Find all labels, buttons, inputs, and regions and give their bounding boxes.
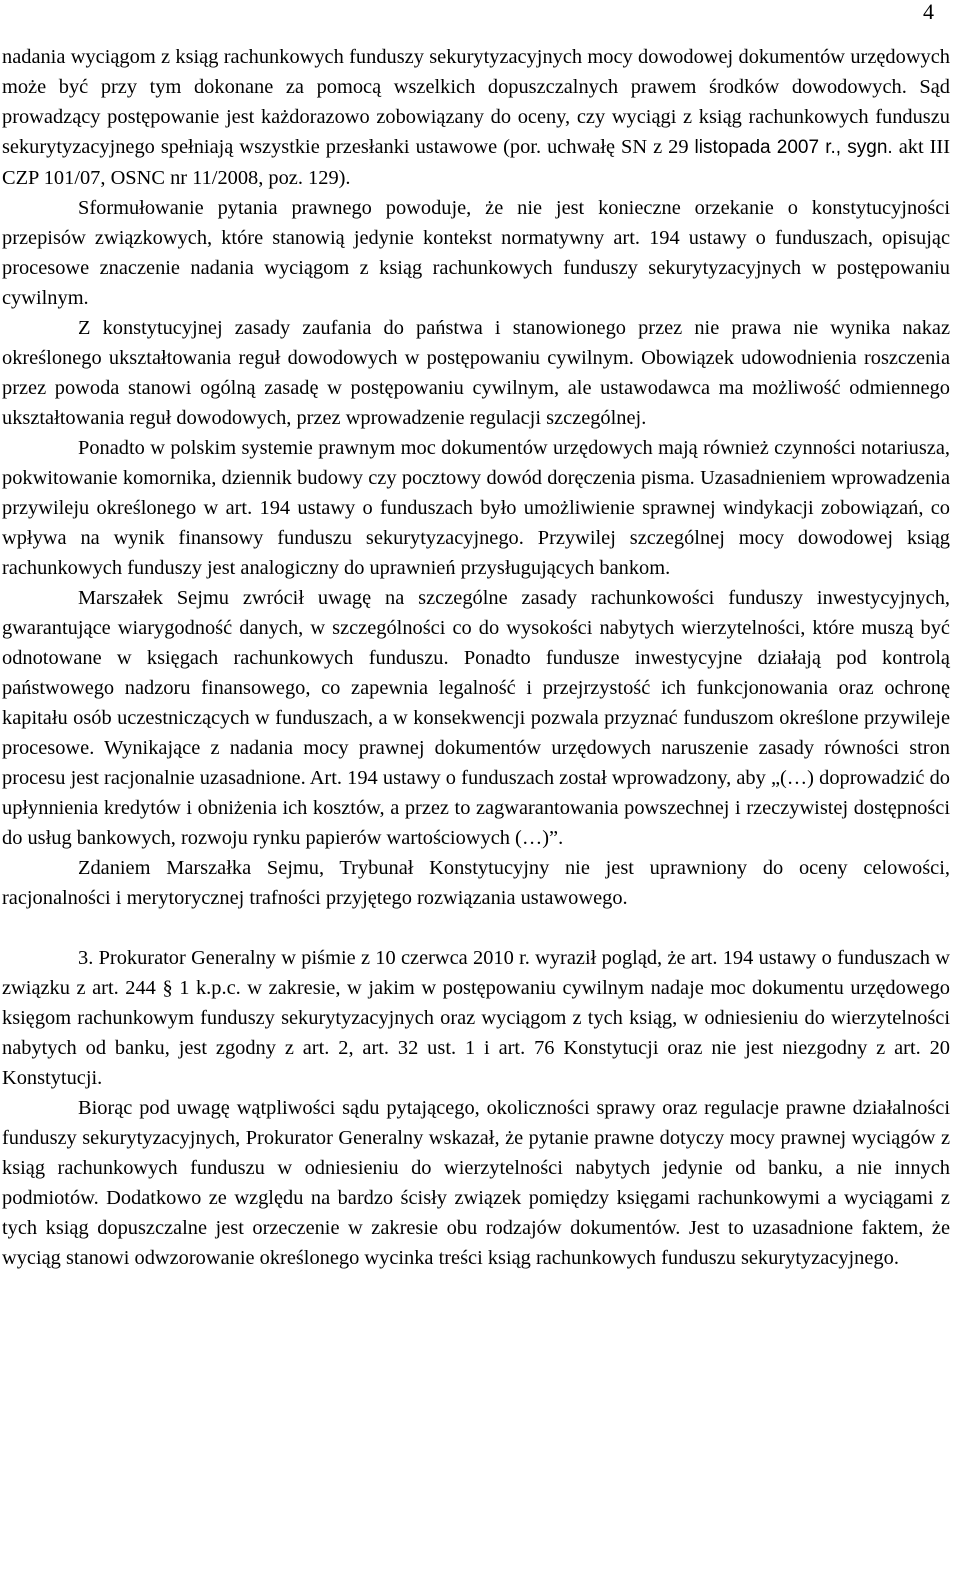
paragraph-1-text: nadania wyciągom z ksiąg rachunkowych funduszy sekurytyzacyjnych mocy dowodowej dokumentów urzędowych może być przy tym dokonane za pomocą wszelkich dopuszczalnych prawem środków dowodowych. Sąd prowadzący postępowanie jest każdorazowo zobowiązany do oceny, czy wyciągi z ksiąg rachunkowych funduszu sekurytyzacyjnego spełniają wszystkie przesłanki ustawowe (por. uchwałę SN z 29 [2,46,950,158]
paragraph-8: Biorąc pod uwagę wątpliwości sądu pytającego, okoliczności sprawy oraz regulacje prawne działalności funduszy sekurytyzacyjnych, Prokurator Generalny wskazał, że pytanie prawne dotyczy mocy prawnej wyciągów z ksiąg rachunkowych funduszu w odniesieniu do wierzytelności nabytych jedynie od banku, a nie innych podmiotów. Dodatkowo ze względu na bardzo ścisły związek pomiędzy księgami rachunkowymi a wyciągami z tych ksiąg dopuszczalne jest orzeczenie w zakresie obu rodzajów dokumentów. Jest to uzasadnione faktem, że wyciąg stanowi odwzorowanie określonego wycinka treści ksiąg rachunkowych funduszu sekurytyzacyjnego. [2,1097,950,1269]
paragraph-2: Sformułowanie pytania prawnego powoduje, że nie jest konieczne orzekanie o konstytucyjności przepisów związkowych, które stanowią jedynie kontekst normatywny art. 194 ustawy o funduszach, opisując procesowe znaczenie nadania wyciągom z ksiąg rachunkowych funduszy sekurytyzacyjnych w postępowaniu cywilnym. [2,197,950,309]
document-body [2,42,950,1273]
paragraph-3: Z konstytucyjnej zasady zaufania do państwa i stanowionego przez nie prawa nie wynika nakaz określonego ukształtowania reguł dowodowych w postępowaniu cywilnym. Obowiązek udowodnienia roszczenia przez powoda stanowi ogólną zasadę w postępowaniu cywilnym, ale ustawodawca ma możliwość odmiennego ukształtowania reguł dowodowych, przez wprowadzenie regulacji szczególnej. [2,317,950,429]
paragraph-7: 3. Prokurator Generalny w piśmie z 10 czerwca 2010 r. wyraził pogląd, że art. 194 ustawy o funduszach w związku z art. 244 § 1 k.p.c. w zakresie, w jakim w postępowaniu cywilnym nadaje moc dokumentu urzędowego księgom rachunkowym funduszy sekurytyzacyjnych oraz wyciągom z tych ksiąg, w odniesieniu do wierzytelności nabytych od banku, jest zgodny z art. 2, art. 32 ust. 1 i art. 76 Konstytucji oraz nie jest niezgodny z art. 20 Konstytucji. [2,947,950,1089]
paragraph-1-citation: akt III CZP 101/07, OSNC nr 11/2008, poz. 129). [2,136,950,189]
paragraph-6: Zdaniem Marszałka Sejmu, Trybunał Konstytucyjny nie jest uprawniony do oceny celowości, racjonalności i merytorycznej trafności przyjętego rozwiązania ustawowego. [2,857,950,909]
paragraph-4: Ponadto w polskim systemie prawnym moc dokumentów urzędowych mają również czynności notariusza, pokwitowanie komornika, dziennik budowy czy pocztowy dowód doręczenia pisma. Uzasadnieniem wprowadzenia przywileju określonego w art. 194 ustawy o funduszach było umożliwienie sprawnej windykacji zobowiązań, co wpływa na wynik finansowy funduszu sekurytyzacyjnego. Przywilej szczególnej mocy dowodowej ksiąg rachunkowych funduszy jest analogiczny do uprawnień przysługujących bankom. [2,437,950,579]
paragraph-1 [2,42,950,193]
page-number: 4 [923,0,934,24]
paragraph-5: Marszałek Sejmu zwrócił uwagę na szczególne zasady rachunkowości funduszy inwestycyjnych, gwarantujące wiarygodność danych, w szczególności co do wysokości nabytych wierzytelności, które muszą być odnotowane w księgach rachunkowych funduszu. Ponadto fundusze inwestycyjne działają pod kontrolą państwowego nadzoru finansowego, co zapewnia legalność i przejrzystość ich funkcjonowania oraz ochronę kapitału osób uczestniczących w funduszach, a w konsekwencji pozwala przyznać funduszom określone przywileje procesowe. Wynikające z nadania mocy prawnej dokumentów urzędowych naruszenie zasady równości stron procesu jest racjonalnie uzasadnione. Art. 194 ustawy o funduszach został wprowadzony, aby „(…) doprowadzić do upłynnienia kredytów i obniżenia ich kosztów, a przez to zagwarantowania powszechnej i rzeczywistej dostępności do usług bankowych, rozwoju rynku papierów wartościowych (…)”. [2,587,950,849]
paragraph-1-citation-date: listopada 2007 r., sygn. [694,137,893,158]
